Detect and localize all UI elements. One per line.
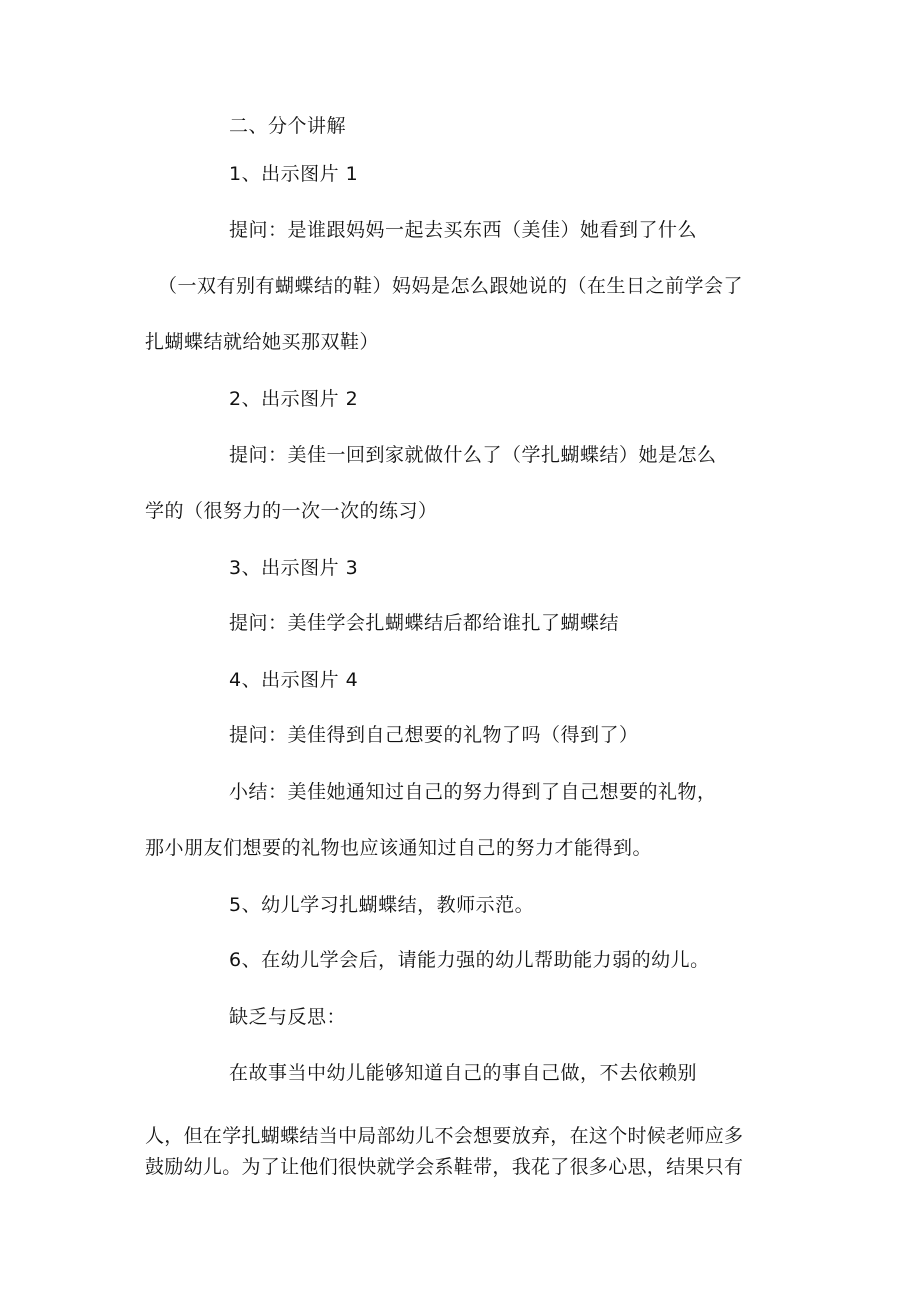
step-2-question-cont: 学的（很努力的一次一次的练习） [145,500,438,522]
step-6-item: 6、在幼儿学会后，请能力强的幼儿帮助能力弱的幼儿。 [229,949,710,971]
reflection-paragraph-line-2: 人，但在学扎蝴蝶结当中局部幼儿不会想要放弃，在这个时候老师应多 [145,1125,744,1147]
step-4-question: 提问：美佳得到自己想要的礼物了吗（得到了） [229,724,639,746]
step-1-heading: 1、出示图片 1 [229,163,359,185]
step-3-heading: 3、出示图片 3 [229,557,359,579]
reflection-paragraph-line-1: 在故事当中幼儿能够知道自己的事自己做，不去依赖别 [229,1062,698,1084]
section-heading: 二、分个讲解 [229,115,347,137]
reflection-paragraph-line-3: 鼓励幼儿。为了让他们很快就学会系鞋带，我花了很多心思，结果只有 [145,1156,744,1178]
step-1-question-cont-2: 扎蝴蝶结就给她买那双鞋） [145,331,380,353]
step-1-question: 提问：是谁跟妈妈一起去买东西（美佳）她看到了什么 [229,219,698,241]
step-1-question-cont-1: （一双有别有蝴蝶结的鞋）妈妈是怎么跟她说的（在生日之前学会了 [158,275,744,297]
step-4-heading: 4、出示图片 4 [229,669,359,691]
summary-line-cont: 那小朋友们想要的礼物也应该通知过自己的努力才能得到。 [145,837,653,859]
reflection-heading: 缺乏与反思： [229,1006,347,1028]
step-5-item: 5、幼儿学习扎蝴蝶结，教师示范。 [229,894,535,916]
step-2-heading: 2、出示图片 2 [229,388,359,410]
summary-line: 小结：美佳她通知过自己的努力得到了自己想要的礼物， [229,781,717,803]
step-3-question: 提问：美佳学会扎蝴蝶结后都给谁扎了蝴蝶结 [229,612,620,634]
step-2-question: 提问：美佳一回到家就做什么了（学扎蝴蝶结）她是怎么 [229,444,717,466]
